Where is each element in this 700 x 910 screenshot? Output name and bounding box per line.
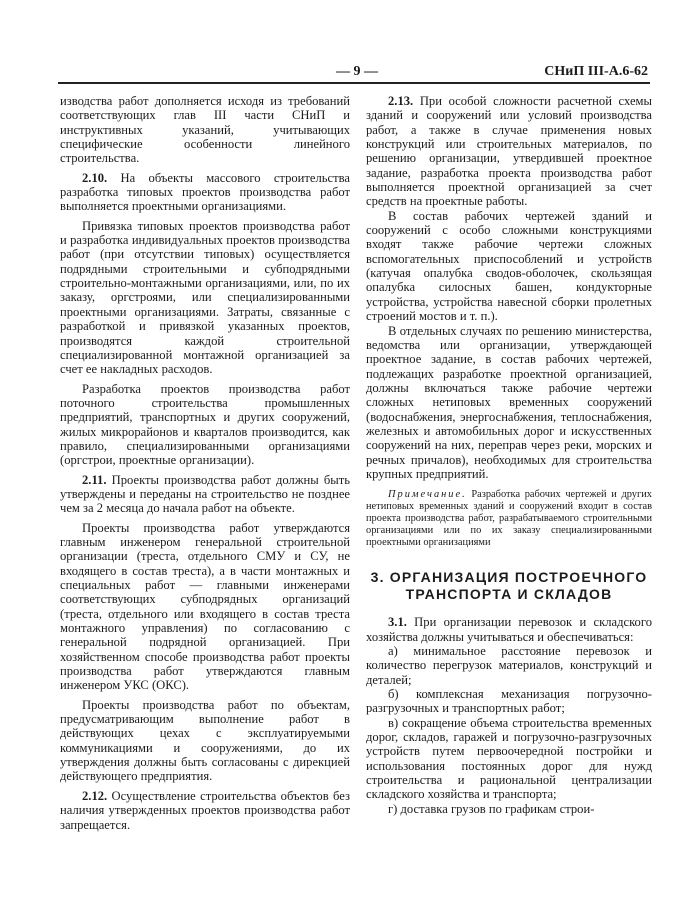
list-item: в) сокращение объема строительства временных дорог, складов, гаражей и погрузочно-разгрузочных устройств путем первоочередной постройки и использования постоянных дорог для нужд строительства и рациональной централизации складского хозяйства и транспорта; xyxy=(366,715,652,802)
paragraph-text: Разработка проектов производства работ поточного строительства промышленных предприятий, транспортных и других сооружений, жилых микрорайонов и кварталов производится, как правило, специализированными организациями (оргстрои, проектные организации). xyxy=(60,381,350,468)
clause-number: 2.13. xyxy=(388,94,414,108)
page-number: — 9 — xyxy=(336,64,378,79)
clause-number: 2.12. xyxy=(82,788,108,803)
paragraph-2-10 xyxy=(60,171,350,214)
left-column xyxy=(60,94,350,837)
paragraph-text: Проекты производства работ должны быть утверждены и переданы на строительство не позднее чем за 2 месяца до начала работ на объекте. xyxy=(60,472,350,516)
section-title: 3. ОРГАНИЗАЦИЯ ПОСТРОЕЧНОГО ТРАНСПОРТА И СКЛАДОВ xyxy=(370,569,648,603)
paragraph-3-1 xyxy=(366,615,652,644)
paragraph xyxy=(60,219,350,377)
paragraph-2-11 xyxy=(60,473,350,516)
paragraph-text: Проекты производства работ утверждаются главным инженером генеральной строительной организации (треста, отдельного СМУ и СУ, не входящего в состав треста), а в части монтажных и специальных работ — главными инженерами соответствующих субподрядных организаций (треста, отдельного или входящего в состав треста монтажного управления) по согласованию с генеральной подрядной организацией. При хозяйственном способе производства работ проекты производства работ утверждаются главным инженером УКС (ОКС). xyxy=(60,520,350,693)
clause-number: 2.11. xyxy=(82,472,107,487)
paragraph-text: Проекты производства работ по объектам, предусматривающим выполнение работ в действующих цехах с эксплуатируемыми коммуникациями и сооружениями, до их утверждения должны быть согласованы с дирекцией действующего предприятия. xyxy=(60,697,350,784)
page-header xyxy=(58,64,650,84)
paragraph xyxy=(60,698,350,784)
note xyxy=(366,489,652,549)
paragraph xyxy=(366,209,652,324)
note-label: Примечание. xyxy=(388,489,467,501)
note-text: Разработка рабочих чертежей и других нетиповых временных зданий и сооружений входит в состав проекта производства работ, разрабатываемого строительными организациями или по их заказу специализированными проектными организациями xyxy=(366,489,652,549)
document-code: СНиП III-А.6-62 xyxy=(544,64,648,79)
paragraph-text: В отдельных случаях по решению министерства, ведомства или организации, утверждающей проектное задание, в состав рабочих чертежей, подлежащих разработке проектной организацией, должны включаться также рабочие чертежи сложных нетиповых временных сооружений (водоснабжения, энергоснабжения, теплоснабжения, железных и автомобильных дорог и искусственных сооружений на них, переправ через реки, морских и речных причалов), необходимых для строительства крупных предприятий. xyxy=(366,323,652,481)
paragraph-2-12 xyxy=(60,789,350,832)
list-item: г) доставка грузов по графикам строи- xyxy=(388,801,595,816)
list-item: а) минимальное расстояние перевозок и количество перегрузок материалов, конструкций и деталей; xyxy=(366,643,652,687)
paragraph xyxy=(366,324,652,482)
paragraph xyxy=(60,94,350,166)
paragraph xyxy=(60,521,350,693)
paragraph-2-13 xyxy=(366,94,652,209)
paragraph-text: В состав рабочих чертежей зданий и сооружений с особо сложными конструкциями входят также рабочие чертежи сложных вспомогательных приспособлений и устройств (катучая опалубка сводов-оболочек, скользящая опалубка силосных башен, кондукторные устройства, устройства навесной сборки пролетных строений мостов и т. п.). xyxy=(366,208,652,324)
paragraph-text: При особой сложности расчетной схемы зданий и сооружений или условий производства работ, а также в случае применения новых конструкций или строительных материалов, по решению организации, утвердившей проектное задание, разработка проекта производства работ выполняется проектной организацией за счет средств на проектные работы. xyxy=(366,94,652,209)
paragraph-text: изводства работ дополняется исходя из требований соответствующих глав III части СНиП и инструктивных указаний, учитывающих специфические особенности линейного строительства. xyxy=(60,94,350,166)
paragraph-text: На объекты массового строительства разработка типовых проектов производства работ выполняется проектными организациями. xyxy=(60,170,350,214)
paragraph-text: Привязка типовых проектов производства работ и разработка индивидуальных проектов производства работ (при отсутствии типовых) осуществляется подрядными строительными и субподрядными строительно-монтажными организациями, или, по их заказу, оргстроями, или специализированными проектными организациями. Затраты, связанные с разработкой и привязкой указанных проектов, производятся каждой строительной специализированной монтажной организацией за счет ее накладных расходов. xyxy=(60,218,350,377)
right-column xyxy=(366,94,652,816)
clause-number: 3.1. xyxy=(388,615,407,630)
paragraph xyxy=(60,382,350,468)
clause-number: 2.10. xyxy=(82,170,108,185)
list-item: б) комплексная механизация погрузочно-разгрузочных и транспортных работ; xyxy=(366,687,652,716)
paragraph-text: Осуществление строительства объектов без наличия утвержденных проектов производства работ запрещается. xyxy=(60,788,350,832)
paragraph-text: При организации перевозок и складского хозяйства должны учитываться и обеспечиваться: xyxy=(366,615,652,644)
